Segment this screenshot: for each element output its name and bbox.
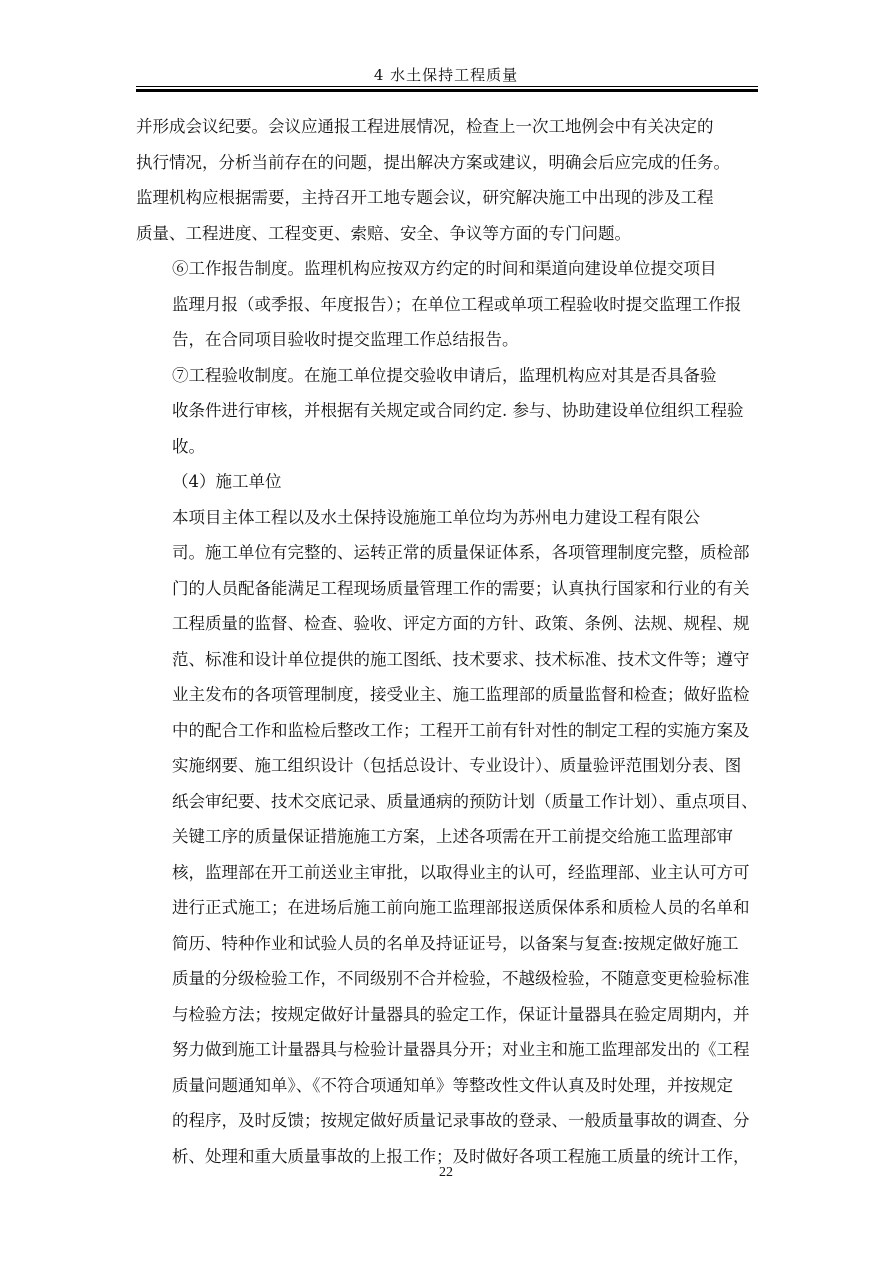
text-line: 质量问题通知单》、《不符合项通知单》等整改性文件认真及时处理，并按规定 (172, 1075, 733, 1095)
text-line: 核，监理部在开工前送业主审批，以取得业主的认可，经监理部、业主认可方可 (172, 862, 750, 882)
text-line: 司。施工单位有完整的、运转正常的质量保证体系，各项管理制度完整，质检部 (172, 543, 750, 562)
text-line: ⑦工程验收制度。在施工单位提交验收申请后，监理机构应对其是否具备验 (172, 365, 717, 385)
text-line: 业主发布的各项管理制度，接受业主、施工监理部的质量监督和检查；做好监检 (172, 685, 750, 704)
text-line: 质量的分级检验工作，不同级别不合并检验，不越级检验，不随意变更检验标准 (172, 969, 750, 988)
text-line: 中的配合工作和监检后整改工作；工程开工前有针对性的制定工程的实施方案及 (172, 720, 750, 740)
text-line: 执行情况，分析当前存在的问题，提出解决方案或建议，明确会后应完成的任务。 (136, 152, 730, 172)
text-line: 并形成会议纪要。会议应通报工程进展情况，检查上一次工地例会中有关决定的 (136, 117, 714, 136)
body-text (136, 109, 758, 1174)
text-line: 简历、特种作业和试验人员的名单及持证证号，以备案与复查:按规定做好施工 (172, 933, 739, 953)
text-line: 与检验方法；按规定做好计量器具的验定工作，保证计量器具在验定周期内，并 (172, 1004, 750, 1024)
text-line: 本项目主体工程以及水土保持设施施工单位均为苏州电力建设工程有限公 (172, 507, 700, 527)
text-line: 监理月报（或季报、年度报告）；在单位工程或单项工程验收时提交监理工作报 (172, 294, 742, 314)
page-number: 22 (439, 1165, 453, 1180)
text-line: 范、标准和设计单位提供的施工图纸、技术要求、技术标准、技术文件等；遵守 (172, 649, 750, 669)
text-line: 质量、工程进度、工程变更、索赔、安全、争议等方面的专门问题。 (136, 223, 631, 243)
header-rule-thin (136, 86, 758, 87)
text-line: 努力做到施工计量器具与检验计量器具分开；对业主和施工监理部发出的《工程 (172, 1040, 750, 1059)
text-line: 的程序，及时反馈；按规定做好质量记录事故的登录、一般质量事故的调查、分 (172, 1111, 750, 1130)
paragraph (136, 500, 758, 1175)
text-line: （4）施工单位 (172, 472, 282, 491)
text-line: 工程质量的监督、检查、验收、评定方面的方针、政策、条例、法规、规程、规 (172, 614, 750, 633)
text-line: 析、处理和重大质量事故的上报工作；及时做好各项工程施工质量的统计工作， (172, 1146, 750, 1166)
paragraph (136, 464, 758, 500)
text-line: 进行正式施工；在进场后施工前向施工监理部报送质保体系和质检人员的名单和 (172, 898, 750, 917)
text-line: 收。 (172, 436, 205, 456)
text-line: 关键工序的质量保证措施施工方案，上述各项需在开工前提交给施工监理部审 (172, 827, 733, 846)
paragraph (136, 358, 758, 465)
text-line: 纸会审纪要、技术交底记录、质量通病的预防计划（质量工作计划）、重点项目、 (172, 791, 758, 811)
text-line: 实施纲要、施工组织设计（包括总设计、专业设计）、质量验评范围划分表、图 (172, 756, 742, 775)
header-rule-thick (136, 89, 758, 92)
paragraph (136, 251, 758, 358)
text-line: ⑥工作报告制度。监理机构应按双方约定的时间和渠道向建设单位提交项目 (172, 259, 717, 278)
running-header-title: 4 水土保持工程质量 (373, 66, 519, 84)
text-line: 告，在合同项目验收时提交监理工作总结报告。 (172, 330, 519, 349)
text-line: 监理机构应根据需要，主持召开工地专题会议，研究解决施工中出现的涉及工程 (136, 188, 714, 207)
text-line: 收条件进行审核，并根据有关规定或合同约定. 参与、协助建设单位组织工程验 (172, 401, 744, 420)
text-line: 门的人员配备能满足工程现场质量管理工作的需要；认真执行国家和行业的有关 (172, 578, 750, 598)
paragraph (136, 109, 758, 251)
